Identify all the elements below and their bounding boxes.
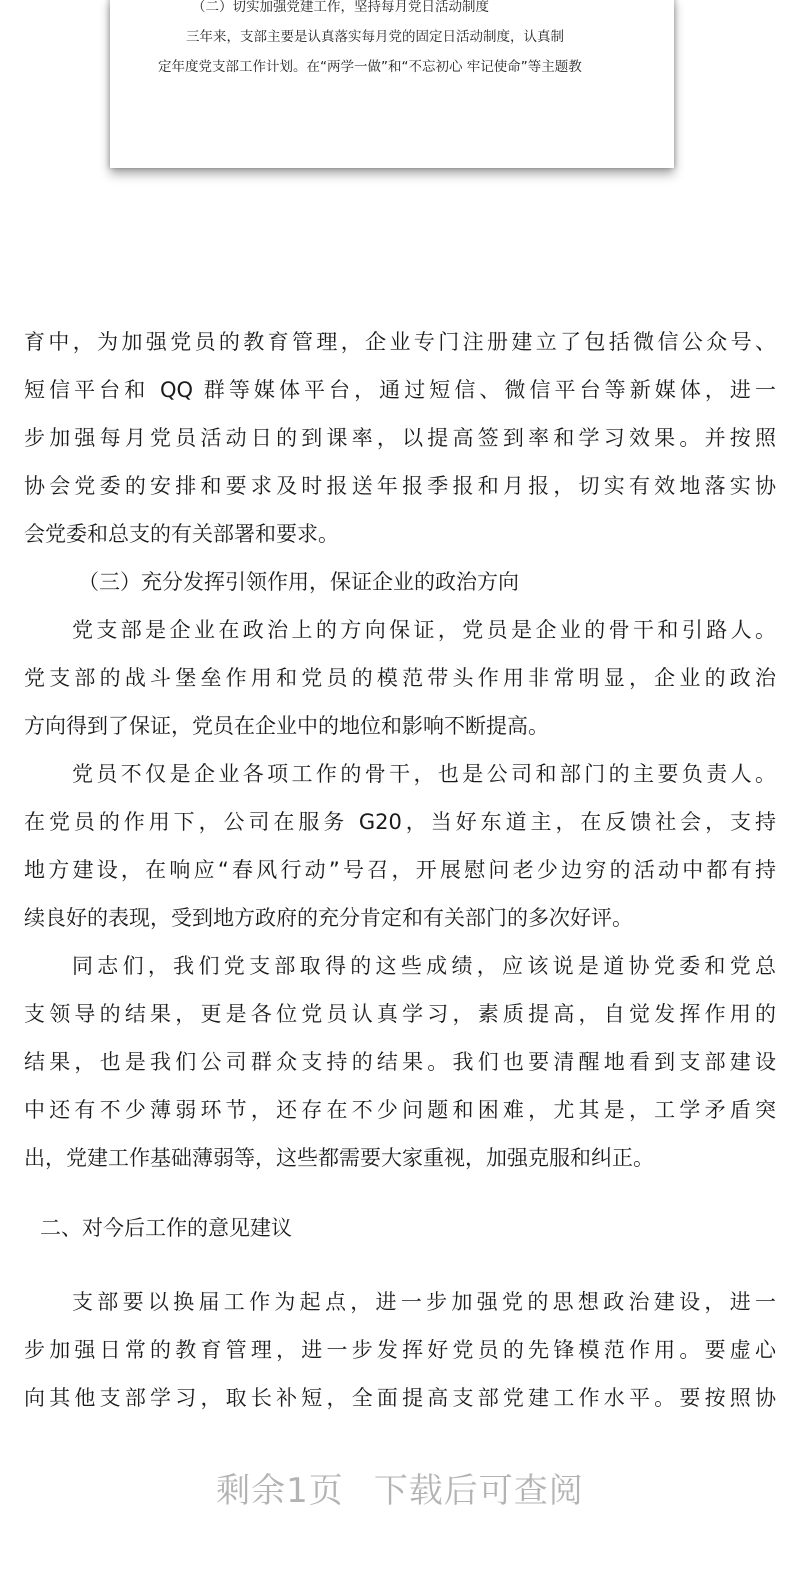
download-to-view-label: 下载后可查阅 <box>373 1471 584 1511</box>
remaining-pages-label: 剩余1页 <box>216 1471 344 1511</box>
paragraph-line: 党支部是企业在政治上的方向保证，党员是企业的骨干和引路人。 <box>72 618 776 642</box>
document-body <box>24 318 776 1182</box>
paragraph-line: 协会党委的安排和要求及时报送年报季报和月报，切实有效地落实协 <box>24 474 776 498</box>
document-preview-card <box>110 0 674 168</box>
paragraph-line: 向其他支部学习，取长补短，全面提高支部党建工作水平。要按照协 <box>24 1386 776 1410</box>
paragraph-line: 党支部的战斗堡垒作用和党员的模范带头作用非常明显，企业的政治 <box>24 666 776 690</box>
paragraph-line: 结果，也是我们公司群众支持的结果。我们也要清醒地看到支部建设 <box>24 1050 776 1074</box>
preview-subheading: （二）切实加强党建工作，坚持每月党日活动制度 <box>192 0 489 15</box>
paragraph-line: 步加强每月党员活动日的到课率，以提高签到率和学习效果。并按照 <box>24 426 776 450</box>
paragraph-line: 方向得到了保证，党员在企业中的地位和影响不断提高。 <box>24 714 549 738</box>
paragraph-line: 同志们，我们党支部取得的这些成绩，应该说是道协党委和党总 <box>72 954 776 978</box>
paragraph-line: 支领导的结果，更是各位党员认真学习，素质提高，自觉发挥作用的 <box>24 1002 776 1026</box>
preview-text-line: 三年来，支部主要是认真落实每月党的固定日活动制度，认真制 <box>186 29 564 45</box>
subheading-three: （三）充分发挥引领作用，保证企业的政治方向 <box>78 570 519 594</box>
paragraph-line: 支部要以换届工作为起点，进一步加强党的思想政治建设，进一 <box>72 1290 776 1314</box>
download-prompt[interactable] <box>0 1465 800 1517</box>
paragraph-line: 在党员的作用下，公司在服务 G20，当好东道主，在反馈社会，支持 <box>24 810 776 834</box>
paragraph-line: 续良好的表现，受到地方政府的充分肯定和有关部门的多次好评。 <box>24 906 633 930</box>
paragraph-line: 地方建设，在响应“春风行动”号召，开展慰问老少边穷的活动中都有持 <box>24 858 776 882</box>
section-heading-two: 二、对今后工作的意见建议 <box>40 1216 292 1240</box>
preview-text-line: 定年度党支部工作计划。在“两学一做”和“不忘初心 牢记使命”等主题教 <box>158 59 582 75</box>
paragraph-line: 中还有不少薄弱环节，还存在不少问题和困难，尤其是，工学矛盾突 <box>24 1098 776 1122</box>
paragraph-line: 步加强日常的教育管理，进一步发挥好党员的先锋模范作用。要虚心 <box>24 1338 776 1362</box>
paragraph-line: 短信平台和 QQ 群等媒体平台，通过短信、微信平台等新媒体，进一 <box>24 378 776 402</box>
document-body-section-two <box>24 1278 776 1422</box>
paragraph-line: 育中，为加强党员的教育管理，企业专门注册建立了包括微信公众号、 <box>24 330 776 354</box>
paragraph-line: 会党委和总支的有关部署和要求。 <box>24 522 339 546</box>
paragraph-line: 党员不仅是企业各项工作的骨干，也是公司和部门的主要负责人。 <box>72 762 776 786</box>
paragraph-line: 出，党建工作基础薄弱等，这些都需要大家重视，加强克服和纠正。 <box>24 1146 654 1170</box>
